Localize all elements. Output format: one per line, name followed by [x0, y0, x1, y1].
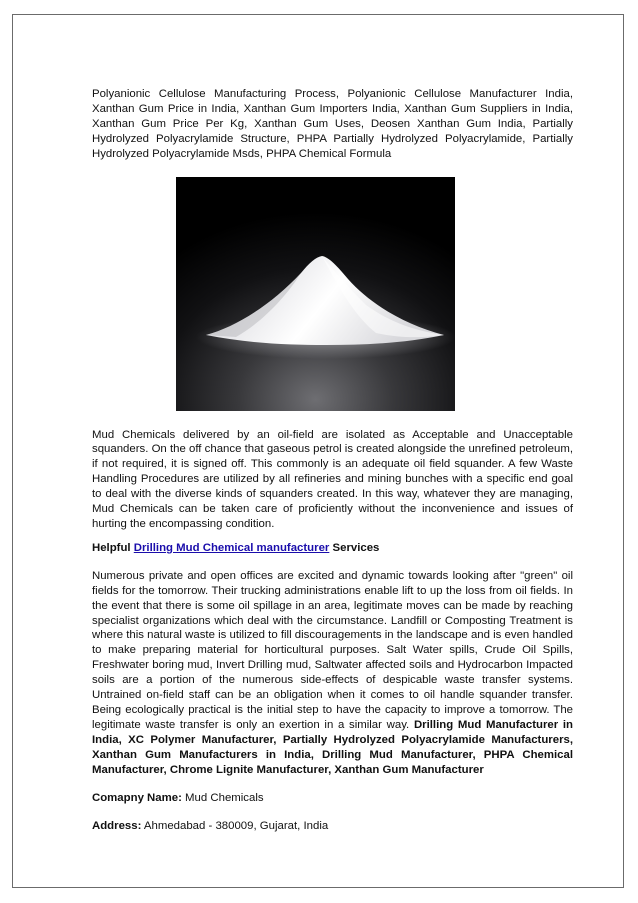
- company-name-label: Comapny Name:: [92, 792, 182, 805]
- heading-suffix: Services: [329, 541, 380, 554]
- services-paragraph: [92, 569, 573, 778]
- manufacturer-keywords: Drilling Mud Manufacturer in India, XC Polymer Manufacturer, Partially Hydrolyzed Polyacrylamide Manufacturers, Xanthan Gum Manufacturers in India, Drilling Mud Manufacturer, PHPA Chemical Manufacturer, Chrome Lignite Manufacturer, Xanthan Gum Manufacturer: [92, 718, 573, 776]
- address-label: Address:: [92, 820, 142, 833]
- address-line: [92, 819, 573, 834]
- section-heading: [92, 541, 573, 556]
- intro-keywords-paragraph: Polyanionic Cellulose Manufacturing Process, Polyanionic Cellulose Manufacturer India, Xanthan Gum Price in India, Xanthan Gum Importers India, Xanthan Gum Suppliers in India, Xanthan Gum Price Per Kg, Xanthan Gum Uses, Deosen Xanthan Gum India, Partially Hydrolyzed Polyacrylamide Structure, PHPA Partially Hydrolyzed Polyacrylamide, Partially Hydrolyzed Polyacrylamide Msds, PHPA Chemical Formula: [92, 88, 573, 160]
- company-name-value: Mud Chemicals: [181, 792, 264, 805]
- drilling-mud-manufacturer-link[interactable]: Drilling Mud Chemical manufacturer: [133, 541, 330, 554]
- page-content: [92, 87, 573, 847]
- white-powder-photo: [176, 177, 455, 411]
- company-name-line: [92, 791, 573, 806]
- services-text: Numerous private and open offices are excited and dynamic towards looking after "green" oil fields for the tomorrow. Their trucking administrations enable lift to up the loss from oil fields. In the event that there is some oil spillage in an area, legitimate moves can be made by reaching specialist organizations which deal with the circumstance. Landfill or Composting Treatment is where this natural waste is utilized to fill discouragements in the landscape and is even handled to make preparing material for horticultural purposes. Salt Water spills, Crude Oil Spills, Freshwater boring mud, Invert Drilling mud, Saltwater affected soils and Hydrocarbon Impacted soils are a portion of the numerous side-effects of despicable waste transfer systems. Untrained on-field staff can be an obligation when it comes to oil handle squander transfer. Being ecologically practical is the initial step to have the capacity to improve a tomorrow. The legitimate waste transfer is only an exertion in a similar way.: [92, 569, 573, 731]
- mud-chemicals-paragraph: Mud Chemicals delivered by an oil-field are isolated as Acceptable and Unacceptable squanders. On the off chance that gaseous petrol is created alongside the unrefined petroleum, if not required, it is signed off. This commonly is an adequate oil field squander. A few Waste Handling Procedures are utilized by all refineries and mining bunches with a specific end goal to deal with the diverse kinds of squanders created. In this way, whatever they are managing, Mud Chemicals can be taken care of proficiently without the inconvenience and issues of hurting the encompassing condition.: [92, 428, 573, 530]
- document-page: [12, 14, 624, 888]
- address-value: Ahmedabad - 380009, Gujarat, India: [141, 820, 329, 833]
- heading-prefix: Helpful: [92, 541, 134, 554]
